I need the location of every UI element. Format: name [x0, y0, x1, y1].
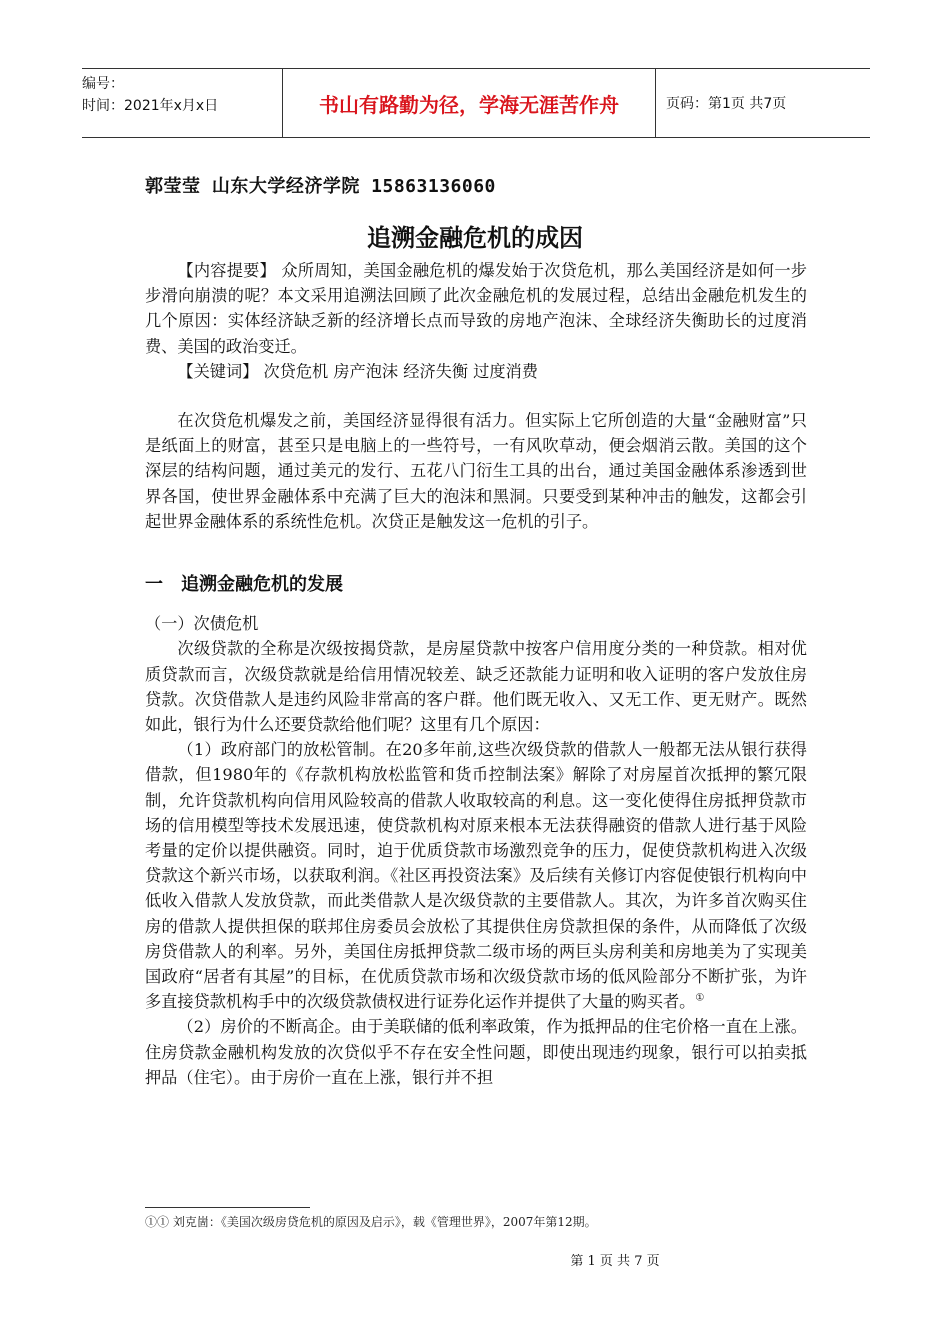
header-meta: [82, 69, 282, 137]
page-footer: 第 1 页 共 7 页: [570, 1254, 660, 1269]
footnote: ①① 刘克崮：《美国次级房贷危机的原因及启示》，载《管理世界》，2007年第12期。: [145, 1215, 597, 1229]
subsection-heading: （一）次债危机: [145, 614, 259, 634]
body-paragraph-2-text: （1）政府部门的放松管制。在20多年前,这些次级贷款的借款人一般都无法从银行获得借款，但1980年的《存款机构放松监管和货币控制法案》解除了对房屋首次抵押的繁冗限制，允许贷款机构向信用风险较高的借款人收取较高的利息。这一变化使得住房抵押贷款市场的信用模型等技术发展迅速，使贷款机构对原来根本无法获得融资的借款人进行基于风险考量的定价以提供融资。同时，迫于优质贷款市场激烈竞争的压力，促使贷款机构进入次级贷款这个新兴市场，以获取利润。《社区再投资法案》及后续有关修订内容促使银行机构向中低收入借款人发放贷款，而此类借款人是次级贷款的主要借款人。其次，为许多首次购买住房的借款人提供担保的联邦住房委员会放松了其提供住房贷款担保的条件，从而降低了次级房贷借款人的利率。另外，美国住房抵押贷款二级市场的两巨头房利美和房地美为了实现美国政府“居者有其屋”的目标，在优质贷款市场和次级贷款市场的低风险部分不断扩张，为许多直接贷款机构手中的次级贷款债权进行证券化运作并提供了大量的购买者。: [145, 740, 807, 1012]
intro-paragraph: 在次贷危机爆发之前，美国经济显得很有活力。但实际上它所创造的大量“金融财富”只是纸面上的财富，甚至只是电脑上的一些符号，一有风吹草动，便会烟消云散。美国的这个深层的结构问题，通过美元的发行、五花八门衍生工具的出台，通过美国金融体系渗透到世界各国，使世界金融体系中充满了巨大的泡沫和黑洞。只要受到某种冲击的触发，这都会引起世界金融体系的系统性危机。次贷正是触发这一危机的引子。: [145, 411, 807, 531]
body-paragraph-2: [145, 737, 807, 1014]
header-time: 时间：2021年x月x日: [82, 98, 219, 114]
page-title: 追溯金融危机的成因: [367, 224, 583, 252]
footnote-divider: [145, 1207, 310, 1208]
spacer: [145, 384, 807, 408]
document-header: [82, 68, 870, 138]
author-line: 郭莹莹 山东大学经济学院 15863136060: [145, 176, 496, 197]
header-page-info: 页码：第1页 共7页: [666, 96, 787, 112]
document-body: [145, 258, 807, 1090]
header-motto: 书山有路勤为径，学海无涯苦作舟: [282, 69, 656, 137]
section-heading: 一 追溯金融危机的发展: [145, 574, 343, 596]
footnote-ref[interactable]: ①: [695, 992, 705, 1004]
abstract-paragraph: 【内容提要】 众所周知，美国金融危机的爆发始于次贷危机，那么美国经济是如何一步步滑向崩溃的呢？本文采用追溯法回顾了此次金融危机的发展过程，总结出金融危机发生的几个原因：实体经济缺乏新的经济增长点而导致的房地产泡沫、全球经济失衡助长的过度消费、美国的政治变迁。: [145, 261, 807, 356]
header-number: 编号：: [82, 76, 124, 92]
body-paragraph-3: （2）房价的不断高企。由于美联储的低利率政策，作为抵押品的住宅价格一直在上涨。住房贷款金融机构发放的次贷似乎不存在安全性问题，即使出现违约现象，银行可以拍卖抵押品（住宅）。由于房价一直在上涨，银行并不担: [145, 1017, 807, 1087]
keywords-paragraph: 【关键词】 次贷危机 房产泡沫 经济失衡 过度消费: [177, 361, 538, 381]
body-paragraph-1: 次级贷款的全称是次级按揭贷款，是房屋贷款中按客户信用度分类的一种贷款。相对优质贷款而言，次级贷款就是给信用情况较差、缺乏还款能力证明和收入证明的客户发放住房贷款。次贷借款人是违约风险非常高的客户群。他们既无收入、又无工作、更无财产。既然如此，银行为什么还要贷款给他们呢？这里有几个原因：: [145, 639, 807, 735]
